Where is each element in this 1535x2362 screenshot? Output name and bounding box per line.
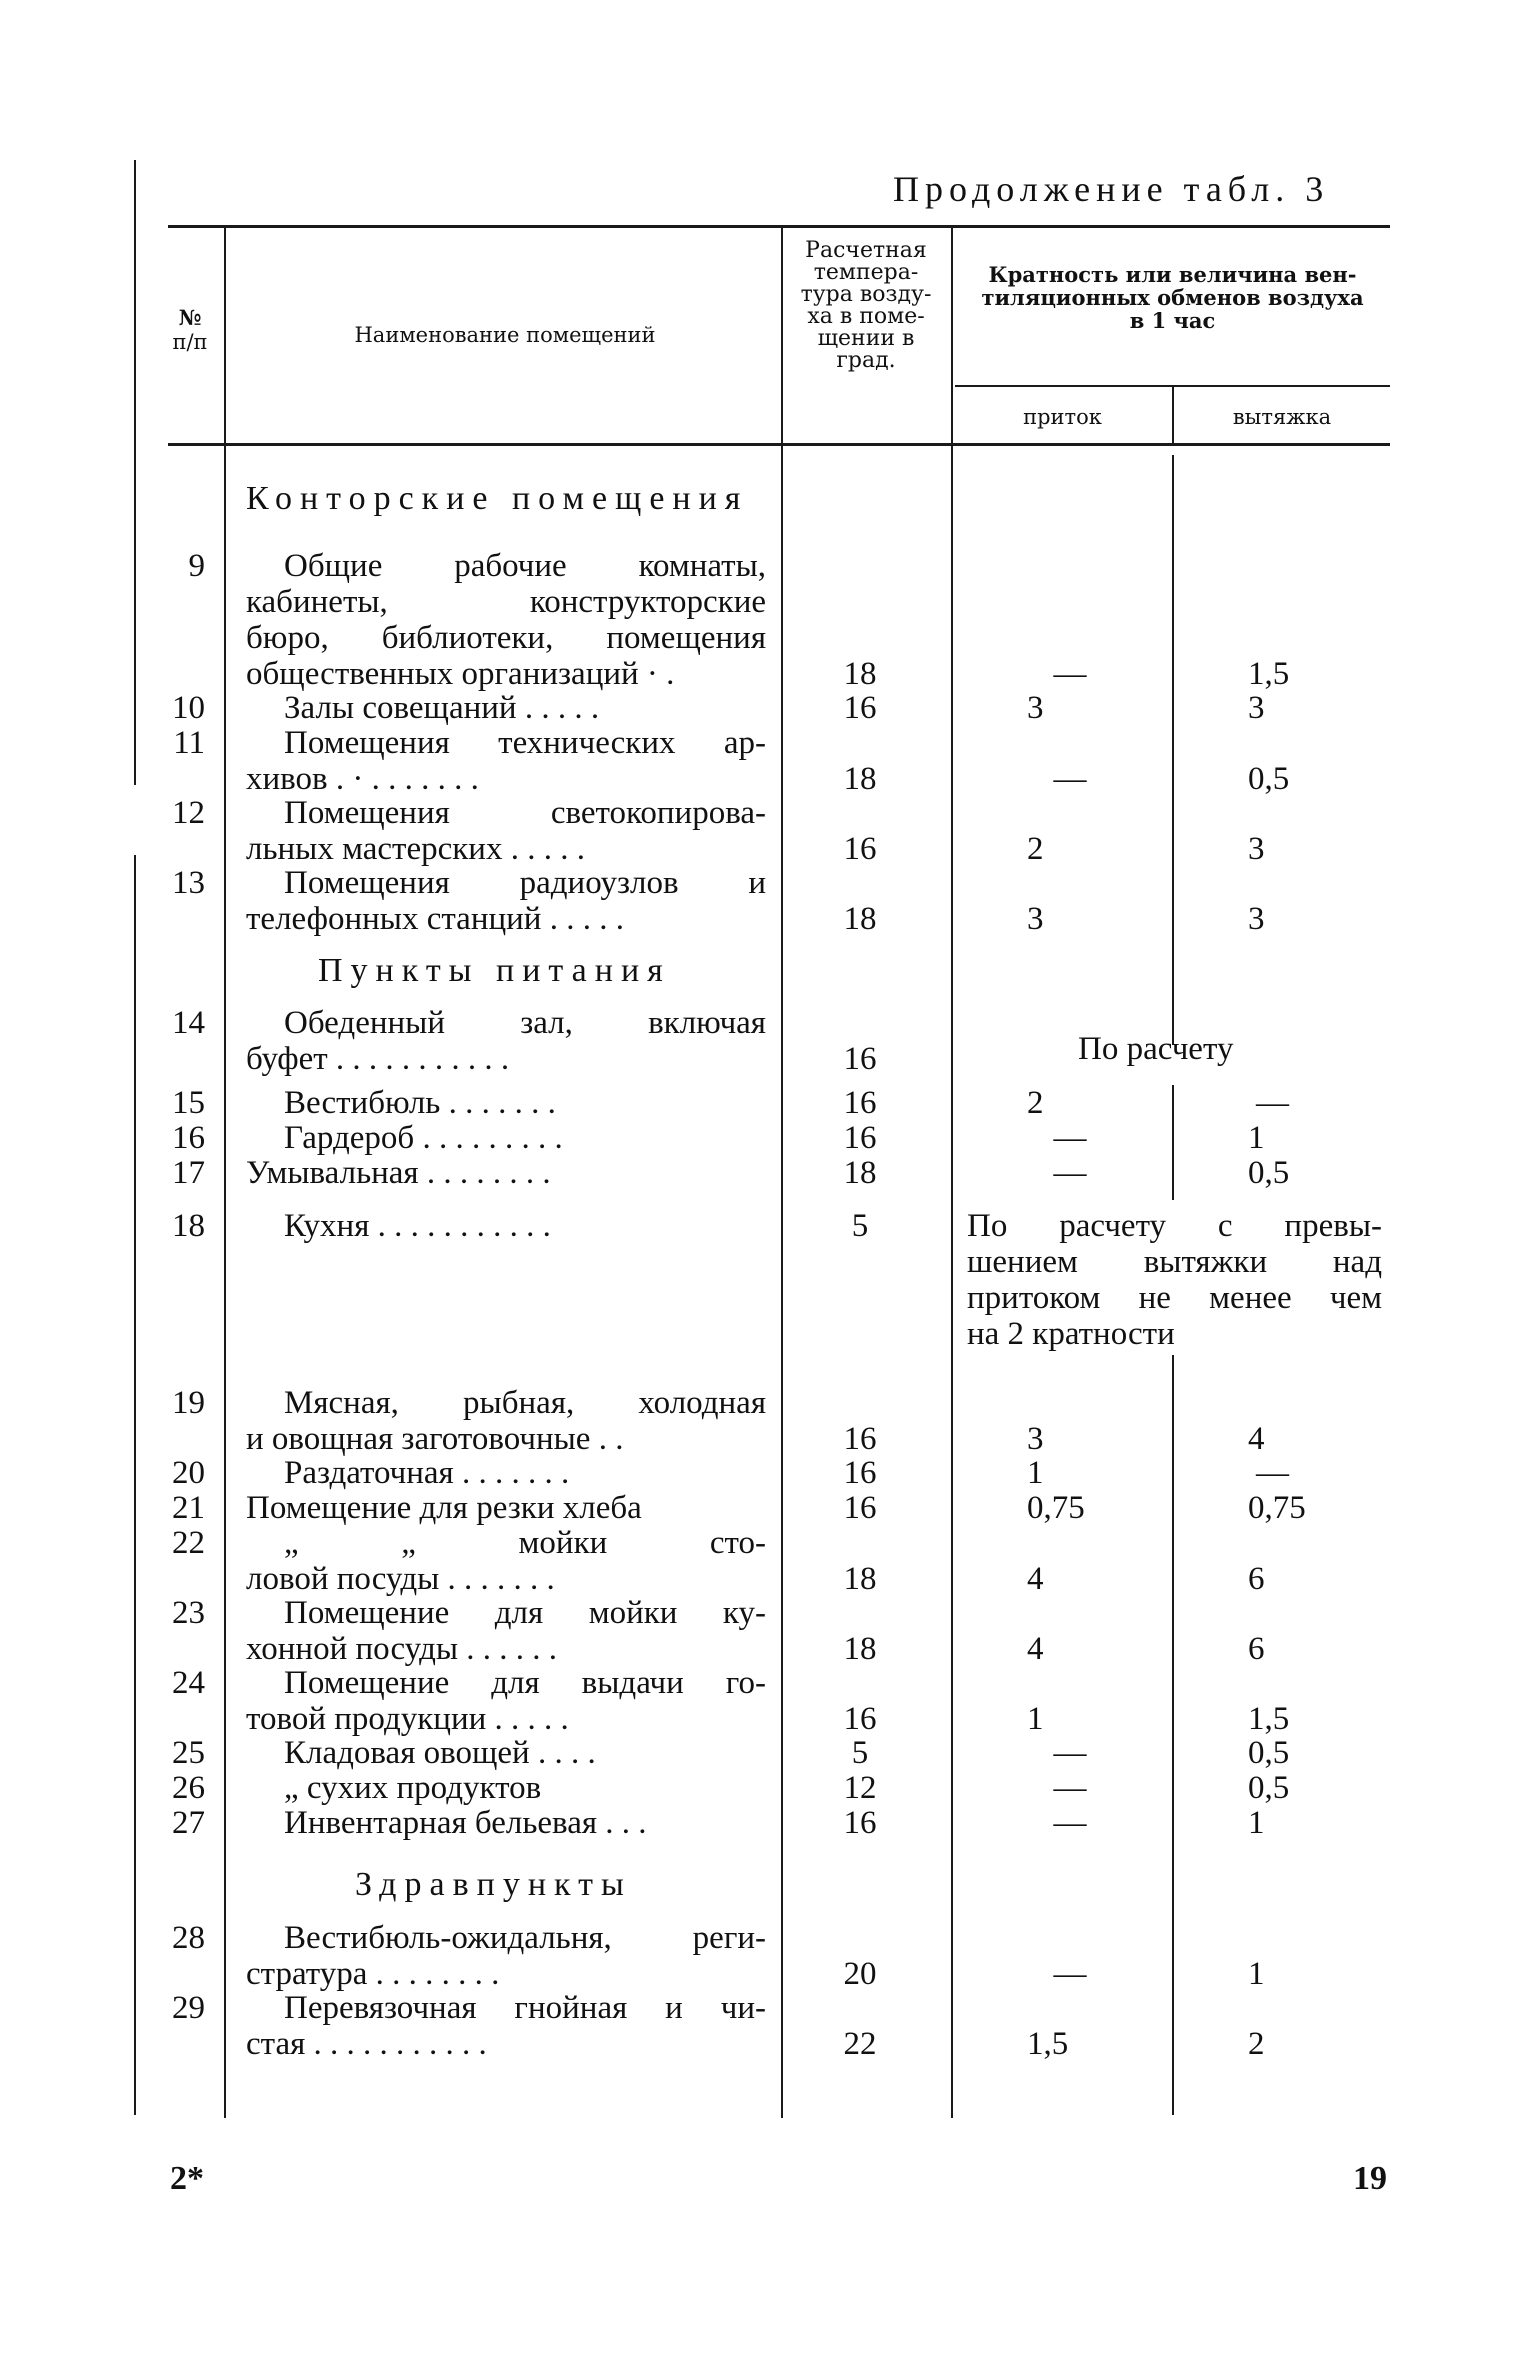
row-temperature: 20 <box>843 1956 877 1992</box>
row-exhaust: 1,5 <box>1248 656 1290 692</box>
row-supply: 0,75 <box>1027 1490 1085 1526</box>
row-exhaust: 6 <box>1248 1561 1265 1597</box>
row-rate-merged-line: на 2 кратности <box>967 1316 1175 1352</box>
header-rate-l1: Кратность или величина вен- <box>988 262 1357 287</box>
row-name <box>246 1455 766 1491</box>
section-heading-food: Пункты питания <box>318 952 671 989</box>
row-number: 11 <box>173 725 205 761</box>
row-name <box>246 1208 766 1244</box>
row-name-line: общественных организаций · . <box>246 656 675 692</box>
row-temperature: 16 <box>843 1701 877 1737</box>
row-exhaust: 2 <box>1248 2026 1265 2062</box>
row-supply: 4 <box>1027 1631 1044 1667</box>
row-supply: 4 <box>1027 1561 1044 1597</box>
row-name <box>246 548 766 692</box>
row-name <box>246 725 766 797</box>
row-number: 15 <box>172 1085 205 1121</box>
row-name-line: Раздаточная . . . . . . . <box>284 1455 570 1491</box>
row-number: 20 <box>172 1455 205 1491</box>
row-number: 16 <box>172 1120 205 1156</box>
row-exhaust: — <box>1256 1085 1289 1121</box>
row-number: 10 <box>172 690 205 726</box>
row-name-line: Помещения светокопирова- <box>284 795 766 831</box>
row-temperature: 16 <box>843 1455 877 1491</box>
page-number: 19 <box>1353 2160 1387 2197</box>
row-temperature: 16 <box>843 1805 877 1841</box>
header-rate <box>955 263 1390 332</box>
row-temperature: 16 <box>843 1041 877 1077</box>
header-temp-l4: ха в поме- <box>807 304 925 329</box>
row-name <box>246 1525 766 1597</box>
row-supply: 2 <box>1027 1085 1044 1121</box>
row-supply: — <box>1053 656 1087 692</box>
row-exhaust: 0,5 <box>1248 1155 1290 1191</box>
row-name <box>246 1595 766 1667</box>
row-number: 18 <box>172 1208 205 1244</box>
row-exhaust: 3 <box>1248 901 1265 937</box>
row-name-line: буфет . . . . . . . . . . . <box>246 1041 510 1077</box>
header-name: Наименование помещений <box>354 323 656 347</box>
row-name <box>246 795 766 867</box>
row-rate-merged: По расчету <box>1078 1031 1234 1067</box>
header-temp-l2: темпера- <box>813 260 919 285</box>
row-temperature: 16 <box>843 1120 877 1156</box>
row-name-line: Мясная, рыбная, холодная <box>284 1385 766 1421</box>
row-name-line: Помещение для выдачи го- <box>284 1665 766 1701</box>
row-supply: — <box>1053 1770 1087 1806</box>
row-supply: 2 <box>1027 831 1044 867</box>
row-exhaust: 3 <box>1248 690 1265 726</box>
row-temperature: 16 <box>843 690 877 726</box>
col-divider-name <box>781 228 783 2118</box>
row-name-line: стая . . . . . . . . . . . <box>246 2026 487 2062</box>
header-num-symbol: № <box>178 305 202 330</box>
row-supply: 3 <box>1027 690 1044 726</box>
row-temperature: 16 <box>843 1490 877 1526</box>
header-rate-l2: тиляционных обменов воздуха <box>981 285 1364 310</box>
row-exhaust: — <box>1256 1455 1289 1491</box>
col-divider-supply-a <box>1172 455 1174 1045</box>
row-temperature: 16 <box>843 1421 877 1457</box>
row-name <box>246 1005 766 1077</box>
row-name <box>246 690 766 726</box>
header-temp-l5: щении в <box>817 326 915 351</box>
row-name-line: ловой посуды . . . . . . . <box>246 1561 555 1597</box>
row-name-line: Залы совещаний . . . . . <box>284 690 600 726</box>
row-supply: — <box>1053 1155 1087 1191</box>
row-supply: 3 <box>1027 901 1044 937</box>
row-name-line: и овощная заготовочные . . <box>246 1421 624 1457</box>
row-number: 28 <box>172 1920 205 1956</box>
row-name <box>246 865 766 937</box>
row-temperature: 18 <box>843 1631 877 1667</box>
header-num <box>160 305 220 355</box>
header-exhaust: вытяжка <box>1232 405 1332 429</box>
row-name-line: Помещение для мойки ку- <box>284 1595 766 1631</box>
row-exhaust: 0,5 <box>1248 761 1290 797</box>
row-temperature: 16 <box>843 831 877 867</box>
row-name <box>246 1990 766 2062</box>
row-name <box>246 1770 766 1806</box>
row-temperature: 18 <box>843 1561 877 1597</box>
row-number: 25 <box>172 1735 205 1771</box>
section-heading-health: Здравпункты <box>355 1866 632 1903</box>
row-number: 14 <box>172 1005 205 1041</box>
row-number: 24 <box>172 1665 205 1701</box>
row-name-line: Помещения радиоузлов и <box>284 865 766 901</box>
row-name-line: Помещения технических ар- <box>284 725 766 761</box>
row-rate-merged-line: притоком не менее чем <box>967 1280 1382 1316</box>
row-exhaust: 1,5 <box>1248 1701 1290 1737</box>
row-rate-merged-line: По расчету с превы- <box>967 1208 1382 1244</box>
row-number: 22 <box>172 1525 205 1561</box>
row-number: 26 <box>172 1770 205 1806</box>
header-rate-l3: в 1 час <box>1129 308 1216 333</box>
section-heading-office: Конторские помещения <box>246 480 749 517</box>
row-rate-merged <box>967 1208 1382 1352</box>
row-name <box>246 1385 766 1457</box>
row-temperature: 18 <box>843 1155 877 1191</box>
row-name <box>246 1805 766 1841</box>
row-temperature: 16 <box>843 1085 877 1121</box>
row-temperature: 18 <box>843 761 877 797</box>
header-num-label: п/п <box>172 330 208 354</box>
row-number: 23 <box>172 1595 205 1631</box>
row-rate-merged-line: шением вытяжки над <box>967 1244 1382 1280</box>
row-name-line: Инвентарная бельевая . . . <box>284 1805 647 1841</box>
row-temperature: 18 <box>843 656 877 692</box>
row-exhaust: 6 <box>1248 1631 1265 1667</box>
row-name-line: товой продукции . . . . . <box>246 1701 569 1737</box>
row-name <box>246 1735 766 1771</box>
row-supply: — <box>1053 1735 1087 1771</box>
row-supply: — <box>1053 1805 1087 1841</box>
row-number: 12 <box>172 795 205 831</box>
row-number: 27 <box>172 1805 205 1841</box>
table-caption: Продолжение табл. 3 <box>893 169 1330 209</box>
row-name <box>246 1120 766 1156</box>
row-name-line: хивов . · . . . . . . . <box>246 761 479 797</box>
row-name-line: „ сухих продуктов <box>284 1770 542 1806</box>
row-name-line: Гардероб . . . . . . . . . <box>284 1120 563 1156</box>
header-temp <box>782 240 950 372</box>
row-exhaust: 1 <box>1248 1120 1265 1156</box>
col-divider-num <box>224 228 226 2118</box>
row-supply: — <box>1053 1120 1087 1156</box>
row-name <box>246 1085 766 1121</box>
row-exhaust: 4 <box>1248 1421 1265 1457</box>
row-name-line: Кладовая овощей . . . . <box>284 1735 596 1771</box>
row-number: 21 <box>172 1490 205 1526</box>
row-exhaust: 1 <box>1248 1805 1265 1841</box>
row-supply: 1 <box>1027 1701 1044 1737</box>
header-supply: приток <box>1023 405 1102 429</box>
row-name-line: Умывальная . . . . . . . . <box>246 1155 551 1191</box>
header-temp-l6: град. <box>836 348 896 373</box>
row-exhaust: 3 <box>1248 831 1265 867</box>
row-supply: 1 <box>1027 1455 1044 1491</box>
row-supply: — <box>1053 761 1087 797</box>
row-number: 19 <box>172 1385 205 1421</box>
row-number: 29 <box>172 1990 205 2026</box>
left-margin-rule <box>134 160 136 785</box>
row-name-line: „ „ мойки сто- <box>284 1525 766 1561</box>
row-supply: 1,5 <box>1027 2026 1069 2062</box>
row-name-line: Обеденный зал, включая <box>284 1005 766 1041</box>
row-number: 9 <box>188 548 205 584</box>
row-name-line: льных мастерских . . . . . <box>246 831 585 867</box>
header-temp-l1: Расчетная <box>805 238 927 263</box>
col-divider-supply-header <box>1172 387 1174 444</box>
row-name-line: кабинеты, конструкторские <box>246 584 766 620</box>
row-name <box>246 1920 766 1992</box>
row-exhaust: 0,75 <box>1248 1490 1306 1526</box>
header-bottom-rule <box>168 443 1390 446</box>
table-top-rule <box>168 225 1390 228</box>
row-name <box>246 1665 766 1737</box>
row-supply: 3 <box>1027 1421 1044 1457</box>
row-temperature: 5 <box>851 1208 869 1244</box>
row-exhaust: 1 <box>1248 1956 1265 1992</box>
row-name-line: Помещение для резки хлеба <box>246 1490 642 1526</box>
col-divider-temp <box>951 228 953 2118</box>
row-number: 17 <box>172 1155 205 1191</box>
footer-signature-mark: 2* <box>170 2160 204 2197</box>
row-name-line: хонной посуды . . . . . . <box>246 1631 558 1667</box>
row-temperature: 5 <box>851 1735 869 1771</box>
row-name-line: Вестибюль . . . . . . . <box>284 1085 556 1121</box>
row-name-line: Кухня . . . . . . . . . . . <box>284 1208 551 1244</box>
row-exhaust: 0,5 <box>1248 1770 1290 1806</box>
row-number: 13 <box>172 865 205 901</box>
row-exhaust: 0,5 <box>1248 1735 1290 1771</box>
row-temperature: 22 <box>843 2026 877 2062</box>
row-name-line: бюро, библиотеки, помещения <box>246 620 766 656</box>
row-temperature: 18 <box>843 901 877 937</box>
row-name <box>246 1490 766 1526</box>
row-name-line: Вестибюль-ожидальня, реги- <box>284 1920 766 1956</box>
row-name <box>246 1155 766 1191</box>
row-name-line: Общие рабочие комнаты, <box>284 548 766 584</box>
row-supply: — <box>1053 1956 1087 1992</box>
row-name-line: Перевязочная гнойная и чи- <box>284 1990 766 2026</box>
header-temp-l3: тура возду- <box>800 282 932 307</box>
row-temperature: 12 <box>843 1770 877 1806</box>
row-name-line: стратура . . . . . . . . <box>246 1956 500 1992</box>
row-name-line: телефонных станций . . . . . <box>246 901 624 937</box>
left-margin-rule-lower <box>134 855 136 2115</box>
